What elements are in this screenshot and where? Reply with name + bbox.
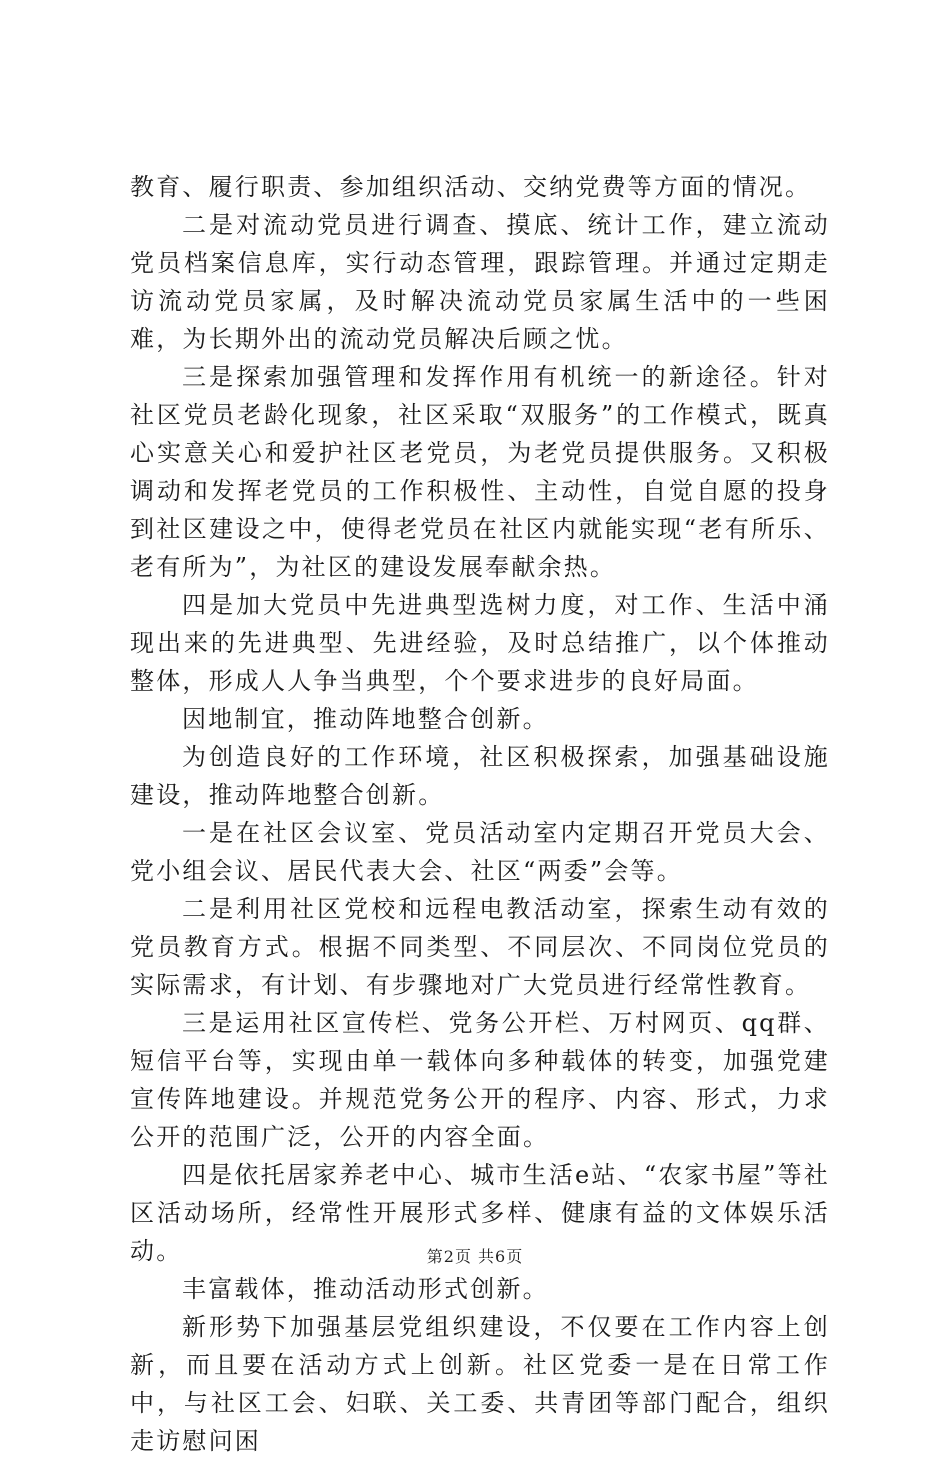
paragraph-7: 二是利用社区党校和远程电教活动室，探索生动有效的党员教育方式。根据不同类型、不同层次、不同岗位党员的实际需求，有计划、有步骤地对广大党员进行经常性教育。 <box>130 895 830 999</box>
page-number-footer: 第2页 共6页 <box>426 1247 524 1266</box>
section-heading-1: 因地制宜，推动阵地整合创新。 <box>182 705 549 733</box>
paragraph-4: 四是加大党员中先进典型选树力度，对工作、生活中涌现出来的先进典型、先进经验，及时总结推广，以个体推动整体，形成人人争当典型，个个要求进步的良好局面。 <box>130 591 830 695</box>
paragraph-3: 三是探索加强管理和发挥作用有机统一的新途径。针对社区党员老龄化现象，社区采取“双服务”的工作模式，既真心实意关心和爱护社区老党员，为老党员提供服务。又积极调动和发挥老党员的工作积极性、主动性，自觉自愿的投身到社区建设之中，使得老党员在社区内就能实现“老有所乐、老有所为”，为社区的建设发展奉献余热。 <box>130 363 830 581</box>
paragraph-10: 新形势下加强基层党组织建设，不仅要在工作内容上创新，而且要在活动方式上创新。社区党委一是在日常工作中，与社区工会、妇联、关工委、共青团等部门配合，组织走访慰问困 <box>130 1313 830 1455</box>
section-heading-2: 丰富载体，推动活动形式创新。 <box>182 1275 549 1303</box>
paragraph-2: 二是对流动党员进行调查、摸底、统计工作，建立流动党员档案信息库，实行动态管理，跟踪管理。并通过定期走访流动党员家属，及时解决流动党员家属生活中的一些困难，为长期外出的流动党员解决后顾之忧。 <box>130 211 830 353</box>
paragraph-6: 一是在社区会议室、党员活动室内定期召开党员大会、党小组会议、居民代表大会、社区“两委”会等。 <box>130 819 830 885</box>
paragraph-1: 教育、履行职责、参加组织活动、交纳党费等方面的情况。 <box>130 173 812 201</box>
paragraph-5: 为创造良好的工作环境，社区积极探索，加强基础设施建设，推动阵地整合创新。 <box>130 743 830 809</box>
paragraph-8: 三是运用社区宣传栏、党务公开栏、万村网页、qq群、短信平台等，实现由单一载体向多种载体的转变，加强党建宣传阵地建设。并规范党务公开的程序、内容、形式，力求公开的范围广泛，公开的内容全面。 <box>130 1009 830 1151</box>
paragraph-9: 四是依托居家养老中心、城市生活e站、“农家书屋”等社区活动场所，经常性开展形式多样、健康有益的文体娱乐活动。 <box>130 1161 830 1265</box>
